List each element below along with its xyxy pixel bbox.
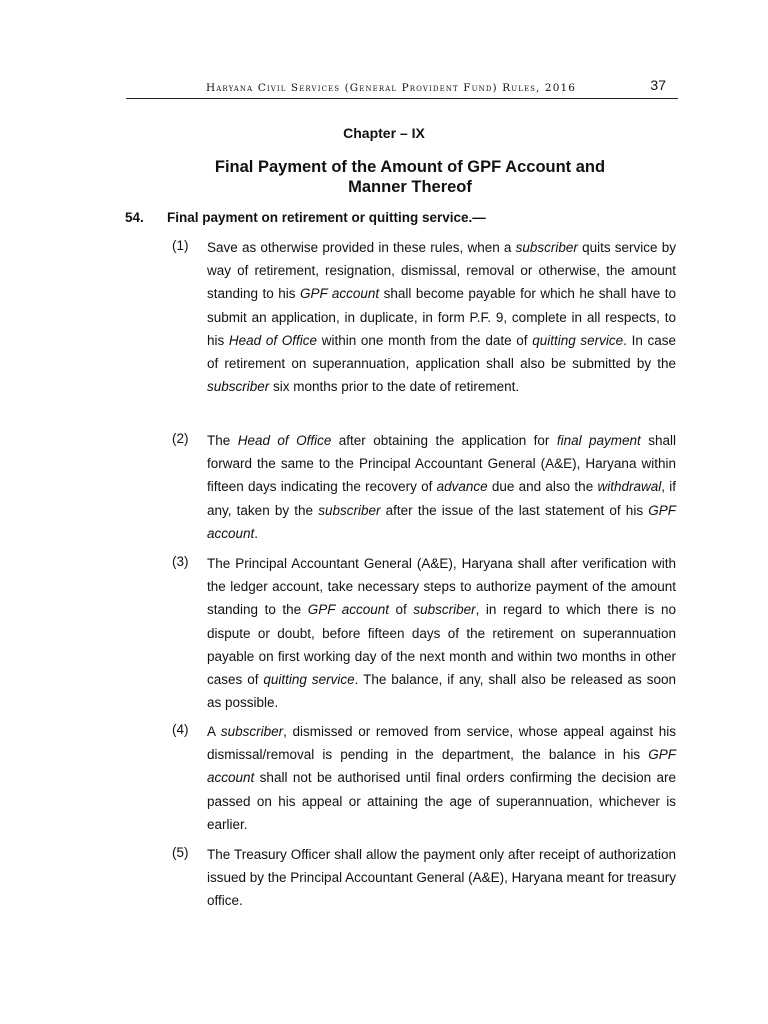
title-line-2: Manner Thereof [348,178,472,196]
chapter-heading: Chapter – IX [343,125,425,141]
title-line-1: Final Payment of the Amount of GPF Account and [214,158,606,176]
clause-text: The Treasury Officer shall allow the payment only after receipt of authorization issued by the Principal Accountant General (A&E), Haryana meant for treasury office. [207,847,676,909]
running-title: Haryana Civil Services (General Provident Fund) Rules, 2016 [206,82,577,94]
section-number: 54. [125,210,144,225]
page-number: 37 [650,77,666,93]
clause-text: The Head of Office after obtaining the application for final payment shall forward the same to the Principal Accountant General (A&E), Haryana within fifteen days indicating the recovery of advance due and also the withdrawal, if any, taken by the subscriber after the issue of the last statement of his GPF account. [207,433,677,541]
clause-text: A subscriber, dismissed or removed from service, whose appeal against his dismissal/removal is pending in the department, the balance in his GPF account shall not be authorised until final orders confirming the decision are passed on his appeal or attaining the age of superannuation, whichever is earlier. [207,724,676,832]
clause-text: Save as otherwise provided in these rules, when a subscriber quits service by way of retirement, resignation, dismissal, removal or otherwise, the amount standing to his GPF account shall become payable for which he shall have to submit an application, in duplicate, in form P.F. 9, complete in all respects, to his Head of Office within one month from the date of quitting service. In case of retirement on superannuation, application shall also be submitted by the subscriber six months prior to the date of retirement. [207,240,677,395]
clause-number: (1) [172,238,189,253]
page-title [140,157,680,197]
running-header [126,77,678,99]
clause-number: (4) [172,722,189,737]
section-heading: Final payment on retirement or quitting service.— [167,210,486,225]
clause-number: (5) [172,845,189,860]
clause-number: (2) [172,431,189,446]
clause-text: The Principal Accountant General (A&E), Haryana shall after verification with the ledger account, take necessary steps to authorize payment of the amount standing to the GPF account of subscriber, in regard to which there is no dispute or doubt, before fifteen days of the retirement on superannuation payable on first working day of the next month and within two months in other cases of quitting service. The balance, if any, shall also be released as soon as possible. [207,556,676,711]
clause-number: (3) [172,554,189,569]
